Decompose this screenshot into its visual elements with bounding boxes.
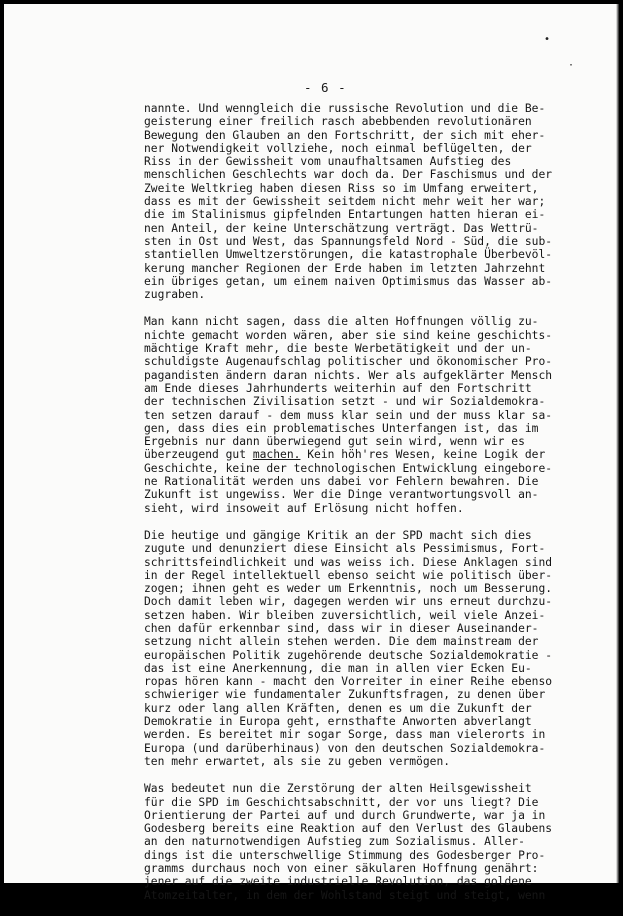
page-number: - 6 - [304, 80, 347, 95]
text-line: Bewegung den Glauben an den Fortschritt, der sich mit eher- [144, 128, 546, 142]
page-edge-shadow [616, 4, 619, 883]
text-line: Zukunft ist ungewiss. Wer die Dinge verantwortungsvoll an- [144, 488, 539, 502]
paragraph [144, 782, 584, 902]
text-line: geisterung einer freilich rasch abebbenden revolutionären [144, 115, 532, 129]
scan-speck: • [544, 34, 551, 45]
text-line: kurz oder lang allen Kräften, denen es um die Zukunft der [144, 701, 532, 715]
text-line: jener auf die zweite industrielle Revolution, das goldene [144, 875, 532, 889]
text-line: an den naturnotwendigen Aufstieg zum Sozialismus. Aller- [144, 835, 525, 849]
text-line: das ist eine Anerkennung, die man in allen vier Ecken Eu- [144, 661, 532, 675]
text-line: am Ende dieses Jahrhunderts weiterhin auf den Fortschritt [144, 381, 532, 395]
text-line: ne Rationalität werden uns dabei vor Fehlern bewahren. Die [144, 475, 539, 489]
text-line: Doch damit leben wir, dagegen werden wir uns erneut durchzu- [144, 595, 553, 609]
text-line: der technischen Zivilisation setzt - und wir Sozialdemokra- [144, 395, 546, 409]
text-line: ropas hören kann - macht den Vorreiter in einer Reihe ebenso [144, 675, 553, 689]
text-line: kerung mancher Regionen der Erde haben im letzten Jahrzehnt [144, 261, 546, 275]
text-line: ten setzen darauf - dem muss klar sein und der muss klar sa- [144, 408, 553, 422]
paragraph [144, 102, 584, 301]
text-line: Die heutige und gängige Kritik an der SPD macht sich dies [144, 528, 532, 542]
text-line: nichte gemacht worden wären, aber sie sind keine geschichts- [144, 328, 553, 342]
text-line: chen dafür erkennbar sind, dass wir in dieser Auseinander- [144, 621, 539, 635]
text-line: gramms durchaus noch von einer säkularen Hoffnung genährt: [144, 862, 539, 876]
text-line: ten mehr erwartet, als sie zu geben vermögen. [144, 754, 451, 768]
text-line: Godesberg bereits eine Reaktion auf den Verlust des Glaubens [144, 822, 553, 836]
text-line: Orientierung der Partei auf und durch Grundwerte, war ja in [144, 808, 546, 822]
text-line: für die SPD im Geschichtsabschnitt, der vor uns liegt? Die [144, 795, 539, 809]
body-text [144, 102, 584, 916]
text-line: nannte. Und wenngleich die russische Revolution und die Be- [144, 102, 546, 115]
text-line: dings ist die unterschwellige Stimmung des Godesberger Pro- [144, 848, 546, 862]
text-line: zugraben. [144, 288, 206, 302]
text-line: zugute und denunziert diese Einsicht als Pessimismus, Fort- [144, 542, 546, 556]
text-line: werden. Es bereitet mir sogar Sorge, dass man vielerorts in [144, 728, 546, 742]
text-line: Riss in der Gewissheit vom unaufhaltsamen Aufstieg des [144, 155, 512, 169]
text-line: gen, dass dies ein problematisches Unterfangen ist, das im [144, 421, 539, 435]
text-line: nen Anteil, der keine Unterschätzung verträgt. Das Wettrü- [144, 221, 539, 235]
paragraph [144, 529, 584, 768]
text-line: Atomzeitalter, in dem der Wohlstand steigt und steigt, wenn [144, 888, 546, 902]
text-line: zogen; ihnen geht es weder um Erkenntnis, noch um Besserung. [144, 582, 553, 596]
text-line: schuldigste Augenaufschlag politischer und ökonomischer Pro- [144, 355, 553, 369]
text-line: mächtige Kraft mehr, die beste Werbetätigkeit und der un- [144, 342, 532, 356]
text-line: Man kann nicht sagen, dass die alten Hoffnungen völlig zu- [144, 315, 539, 329]
text-line: ein übriges getan, um einem naiven Optimismus das Wasser ab- [144, 274, 553, 288]
text-line: ner Notwendigkeit vollziehe, noch einmal beflügelten, der [144, 141, 532, 155]
text-line: Was bedeutet nun die Zerstörung der alten Heilsgewissheit [144, 782, 532, 796]
underlined-word: machen. [252, 448, 301, 462]
scan-speck: · [568, 60, 575, 71]
text-line: stantiellen Umweltzerstörungen, die katastrophale Überbevöl- [144, 248, 553, 262]
text-line: setzen haben. Wir bleiben zuversichtlich, weil viele Anzei- [144, 608, 546, 622]
text-line: in der Regel intellektuell ebenso seicht wie politisch über- [144, 568, 553, 582]
text-line: setzung nicht allein stehen werden. Die dem mainstream der [144, 635, 539, 649]
text-line: menschlichen Geschlechts war doch da. Der Faschismus und der [144, 168, 553, 182]
text-line: schrittsfeindlichkeit und was weiss ich. Diese Anklagen sind [144, 555, 553, 569]
text-line: dass es mit der Gewissheit seitdem nicht mehr weit her war; [144, 195, 546, 209]
text-line: sten in Ost und West, das Spannungsfeld Nord - Süd, die sub- [144, 234, 553, 248]
text-line: sieht, wird insoweit auf Erlösung nicht hoffen. [144, 501, 464, 515]
text-line: europäischen Politik zugehörende deutsche Sozialdemokratie - [144, 648, 553, 662]
text-line: überzeugend gut machen. Kein höh'res Wesen, keine Logik der [144, 448, 546, 462]
document-page [4, 4, 619, 902]
text-line: Demokratie in Europa geht, ernsthafte Anworten abverlangt [144, 715, 532, 729]
text-line: schwieriger wie fundamentaler Zukunftsfragen, zu denen über [144, 688, 546, 702]
text-line: Zweite Weltkrieg haben diesen Riss so im Umfang erweitert, [144, 181, 539, 195]
text-line: Europa (und darüberhinaus) von den deutschen Sozialdemokra- [144, 741, 546, 755]
text-line: pagandisten ändern daran nichts. Wer als aufgeklärter Mensch [144, 368, 553, 382]
paragraph [144, 315, 584, 514]
text-line: die im Stalinismus gipfelnden Entartungen hatten hieran ei- [144, 208, 546, 222]
text-line: Geschichte, keine der technologischen Entwicklung eingebore- [144, 461, 553, 475]
text-line: Ergebnis nur dann überwiegend gut sein wird, wenn wir es [144, 435, 525, 449]
